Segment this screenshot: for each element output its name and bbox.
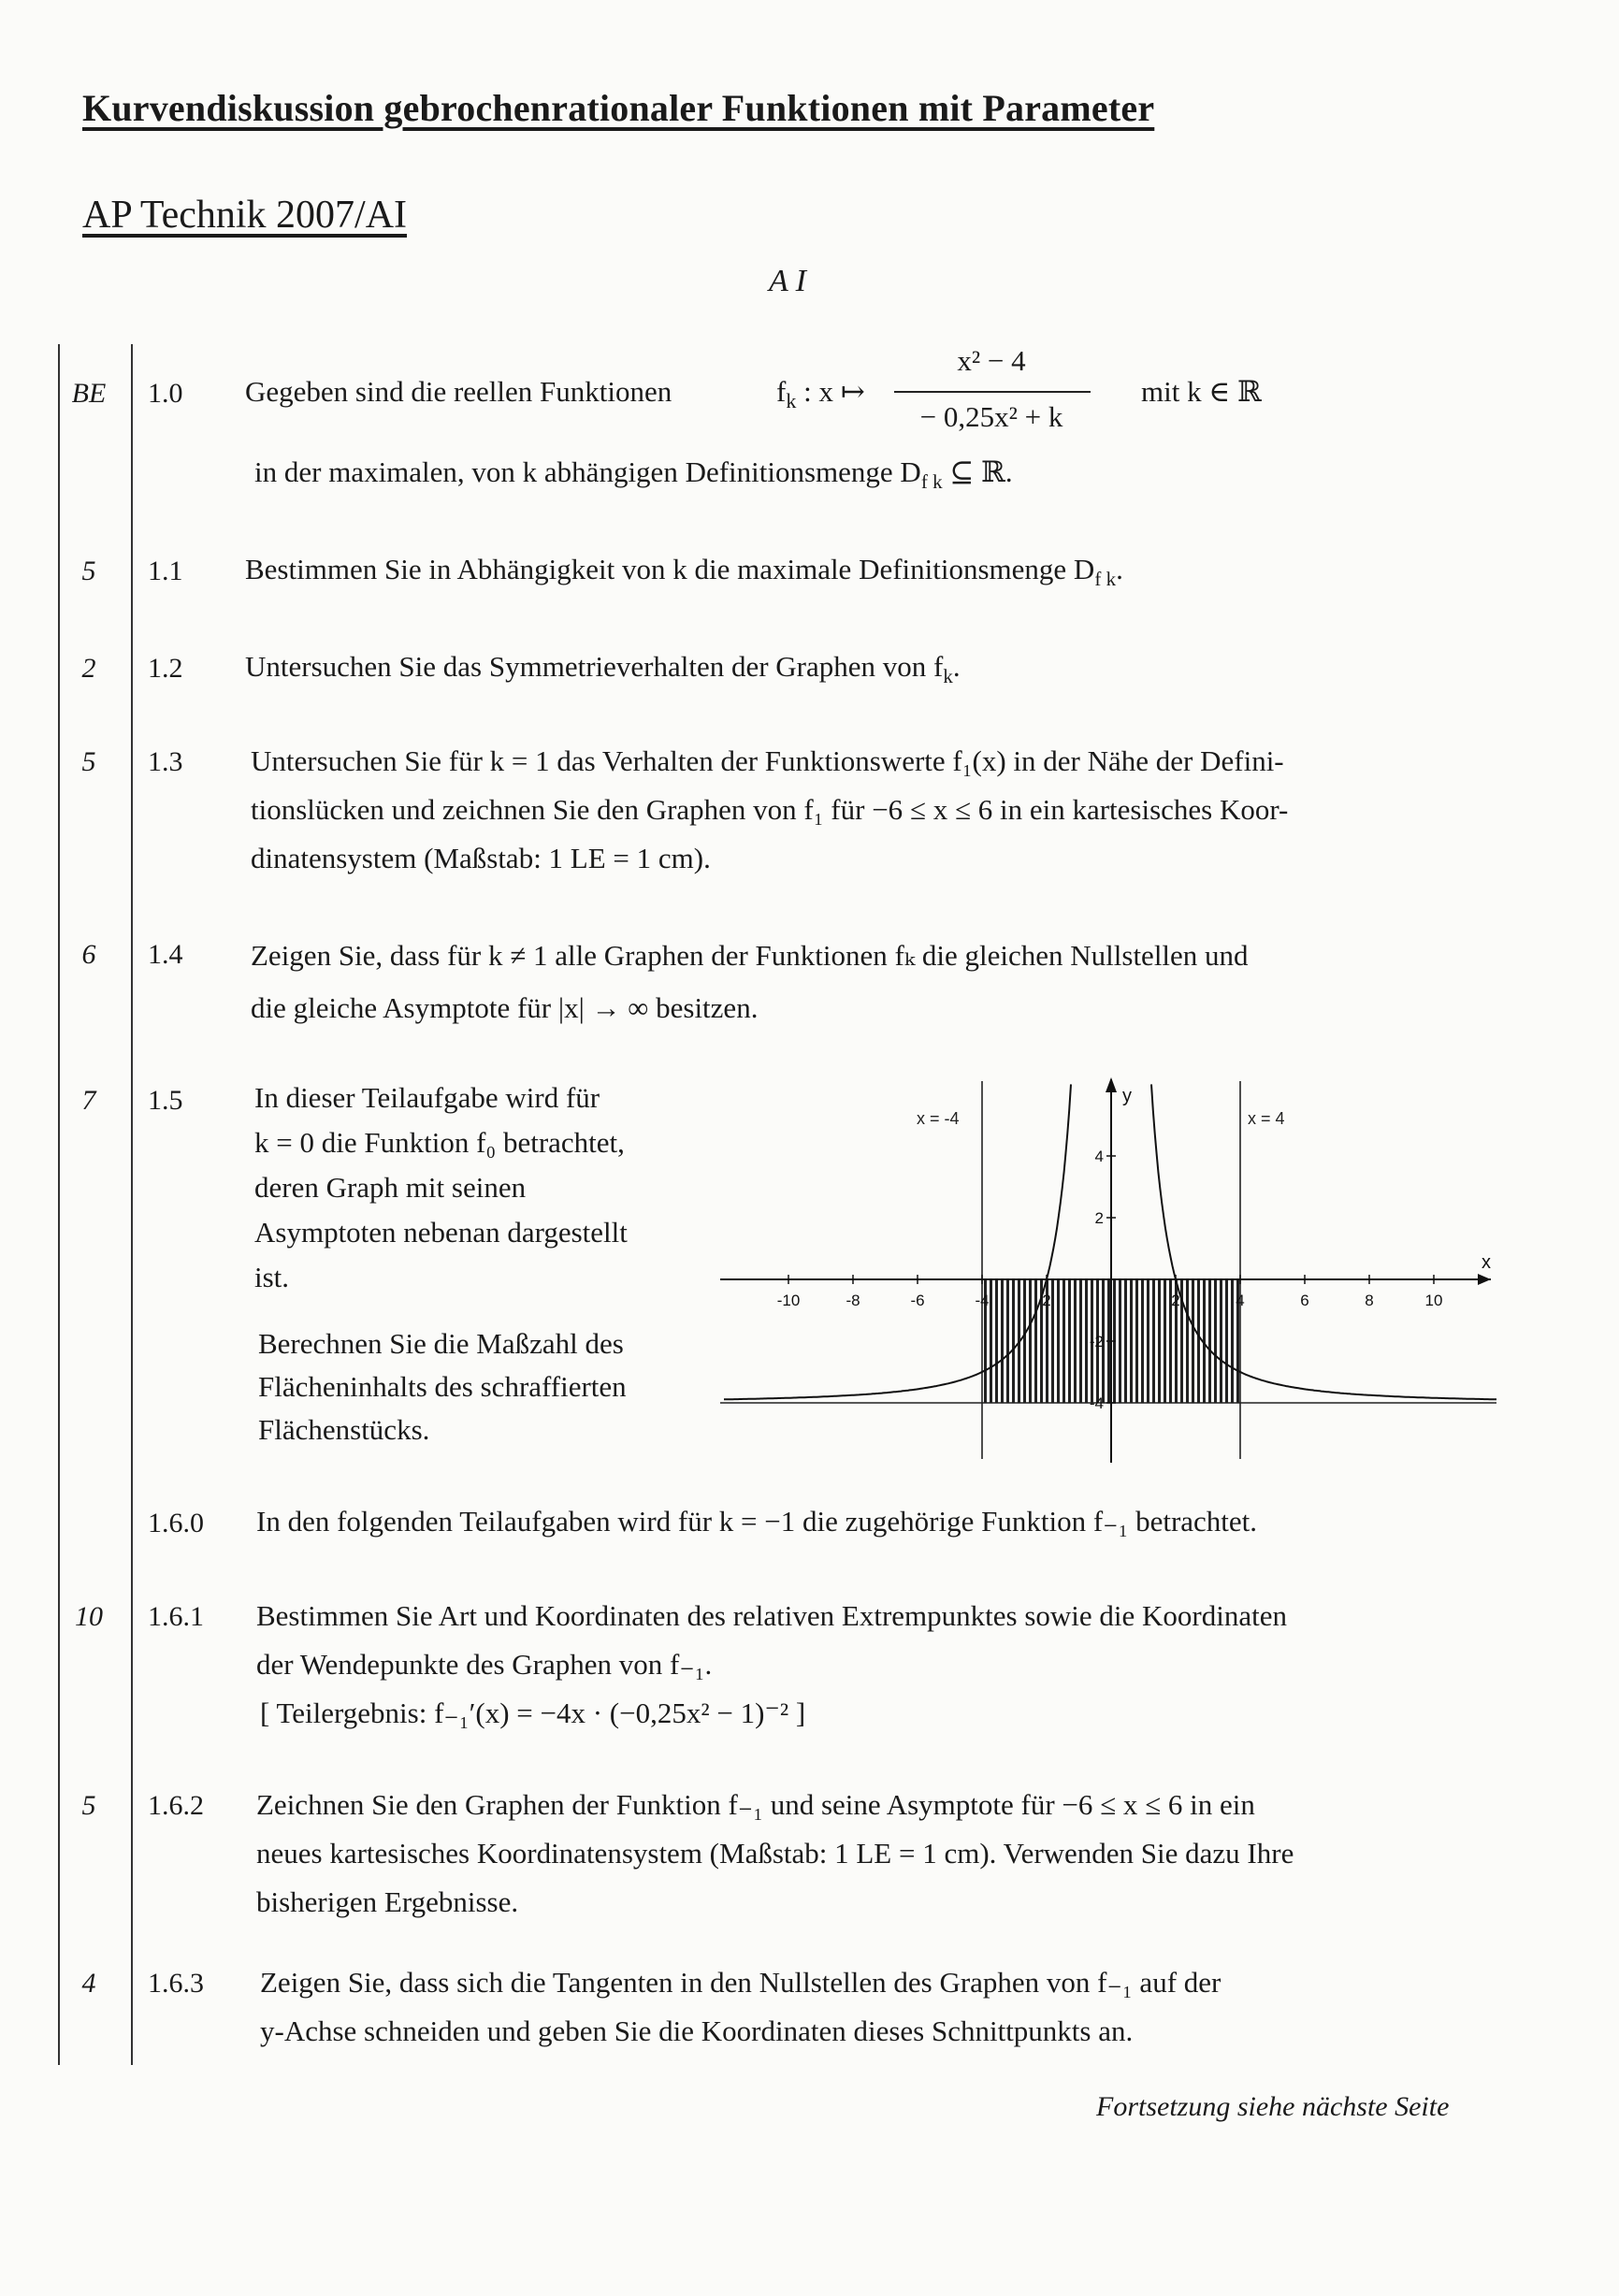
- task-line: Bestimmen Sie Art und Koordinaten des relativen Extrempunktes sowie die Koordinaten: [256, 1599, 1287, 1632]
- task-line: Untersuchen Sie für k = 1 das Verhalten der Funktionswerte f₁(x) in der Nähe der Defini-: [251, 744, 1284, 777]
- fraction-denominator: − 0,25x² + k: [919, 400, 1063, 433]
- y-axis-label: y: [1122, 1086, 1132, 1106]
- task-text: [256, 1781, 1294, 1927]
- task-line: In den folgenden Teilaufgaben wird für k = −1 die zugehörige Funktion f₋₁ betrachtet.: [256, 1505, 1258, 1538]
- be-points: 5: [81, 556, 96, 586]
- y-axis-arrow: [1106, 1077, 1117, 1092]
- task-line: [ Teilergebnis: f₋₁′(x) = −4x · (−0,25x² − 1)⁻² ]: [260, 1697, 806, 1729]
- task-line: tionslücken und zeichnen Sie den Graphen von f₁ für −6 ≤ x ≤ 6 in ein kartesisches Koor-: [251, 793, 1289, 826]
- x-tick-label: 2: [1042, 1292, 1051, 1309]
- task-text: [254, 1076, 628, 1300]
- be-points: 10: [75, 1601, 103, 1632]
- task-number: 1.4: [148, 939, 183, 970]
- task-line: Flächeninhalts des schraffierten: [258, 1370, 627, 1403]
- x-tick-label: -4: [975, 1292, 990, 1309]
- x-tick-label: 4: [1236, 1292, 1245, 1309]
- x-axis-label: x: [1482, 1252, 1491, 1273]
- be-points: 5: [81, 746, 96, 777]
- page-subtitle: AP Technik 2007/AI: [82, 194, 408, 237]
- function-name: [776, 368, 865, 425]
- task-line: Zeigen Sie, dass sich die Tangenten in den Nullstellen des Graphen von f₋₁ auf der: [260, 1966, 1221, 1999]
- x-tick-label: 2: [1171, 1292, 1180, 1309]
- task-line: die gleiche Asymptote für |x| → ∞ besitzen.: [251, 991, 759, 1024]
- x-tick-label: -6: [910, 1292, 925, 1309]
- task-text: [251, 737, 1288, 883]
- task-line: Zeigen Sie, dass für k ≠ 1 alle Graphen der Funktionen fₖ die gleichen Nullstellen und: [251, 939, 1249, 972]
- parameter-condition: mit k ∈ ℝ: [1141, 375, 1262, 408]
- asymptote-label: x = 4: [1248, 1109, 1285, 1128]
- task-text: [245, 546, 1123, 602]
- task-line: Berechnen Sie die Maßzahl des: [258, 1327, 624, 1360]
- domain-subscript: f k: [920, 470, 943, 494]
- be-points: 4: [81, 1968, 96, 1999]
- y-tick-label: -2: [1089, 1333, 1104, 1350]
- task-line: bisherigen Ergebnisse.: [256, 1885, 519, 1918]
- task-text: [251, 930, 1249, 1034]
- task-line: in der maximalen, von k abhängigen Definitionsmenge D: [254, 455, 921, 488]
- task-number: 1.6.0: [148, 1508, 204, 1538]
- task-number: 1.2: [148, 653, 183, 684]
- task-line: Asymptoten nebenan dargestellt: [254, 1216, 628, 1249]
- function-symbol: f: [776, 375, 787, 408]
- y-tick-label: 2: [1094, 1209, 1104, 1227]
- task-number: 1.3: [148, 746, 183, 777]
- task-text: [245, 368, 672, 415]
- y-tick-label: -4: [1089, 1394, 1104, 1412]
- task-number: 1.6.3: [148, 1968, 204, 1999]
- fraction-numerator: x² − 4: [957, 344, 1026, 377]
- task-number: 1.6.1: [148, 1601, 204, 1632]
- task-line: dinatensystem (Maßstab: 1 LE = 1 cm).: [251, 842, 711, 874]
- task-text: [256, 1498, 1257, 1545]
- task-text: [254, 449, 1013, 505]
- x-tick-label: -8: [846, 1292, 860, 1309]
- y-tick-label: 4: [1094, 1148, 1104, 1165]
- x-tick-label: -10: [776, 1292, 801, 1309]
- be-points: 7: [81, 1085, 96, 1116]
- be-points: 6: [81, 939, 96, 970]
- domain-subscript: f k: [1094, 568, 1117, 591]
- task-line: Zeichnen Sie den Graphen der Funktion f₋₁ und seine Asymptote für −6 ≤ x ≤ 6 in ein: [256, 1788, 1255, 1821]
- be-column-header: BE: [71, 378, 107, 409]
- fraction-bar: [894, 391, 1091, 393]
- continuation-note: Fortsetzung siehe nächste Seite: [1096, 2091, 1450, 2122]
- function-subscript: k: [786, 389, 797, 413]
- task-line: Untersuchen Sie das Symmetrieverhalten der Graphen von f: [245, 650, 944, 683]
- x-tick-label: 10: [1424, 1292, 1443, 1309]
- task-line-end: .: [952, 650, 961, 683]
- task-number: 1.1: [148, 556, 183, 586]
- task-line: y-Achse schneiden und geben Sie die Koordinaten dieses Schnittpunkts an.: [260, 2014, 1134, 2047]
- task-line: ist.: [254, 1261, 290, 1293]
- page-title: Kurvendiskussion gebrochenrationaler Funktionen mit Parameter: [82, 87, 1155, 129]
- task-line-end: ⊆ ℝ.: [942, 455, 1013, 488]
- task-lead-text: Gegeben sind die reellen Funktionen: [245, 375, 672, 408]
- task-number: 1.5: [148, 1085, 183, 1116]
- function-subscript: k: [943, 665, 953, 688]
- x-tick-label: 8: [1365, 1292, 1374, 1309]
- task-line: neues kartesisches Koordinatensystem (Maßstab: 1 LE = 1 cm). Verwenden Sie dazu Ihre: [256, 1837, 1294, 1870]
- task-line: In dieser Teilaufgabe wird für: [254, 1081, 600, 1114]
- margin-line-outer: [58, 344, 60, 2065]
- task-line: k = 0 die Funktion f₀ betrachtet,: [254, 1126, 625, 1159]
- task-line: deren Graph mit seinen: [254, 1171, 527, 1204]
- task-text: [258, 1322, 627, 1451]
- function-mapping: : x ↦: [803, 375, 865, 408]
- part-label: A I: [769, 264, 806, 298]
- task-text: [245, 643, 961, 700]
- task-line-end: .: [1116, 553, 1123, 585]
- function-graph-f0: [720, 1074, 1496, 1466]
- task-line: Flächenstücks.: [258, 1413, 430, 1446]
- asymptote-label: x = -4: [917, 1109, 960, 1128]
- task-line: Bestimmen Sie in Abhängigkeit von k die maximale Definitionsmenge D: [245, 553, 1095, 585]
- be-points: 2: [81, 653, 96, 684]
- x-tick-label: 6: [1300, 1292, 1309, 1309]
- x-axis-arrow: [1478, 1274, 1491, 1285]
- task-text: [256, 1592, 1287, 1738]
- task-line: der Wendepunkte des Graphen von f₋₁.: [256, 1648, 713, 1681]
- be-points: 5: [81, 1790, 96, 1821]
- task-number: 1.6.2: [148, 1790, 204, 1821]
- task-number: 1.0: [148, 378, 183, 409]
- task-text: [260, 1958, 1221, 2056]
- margin-line-inner: [131, 344, 133, 2065]
